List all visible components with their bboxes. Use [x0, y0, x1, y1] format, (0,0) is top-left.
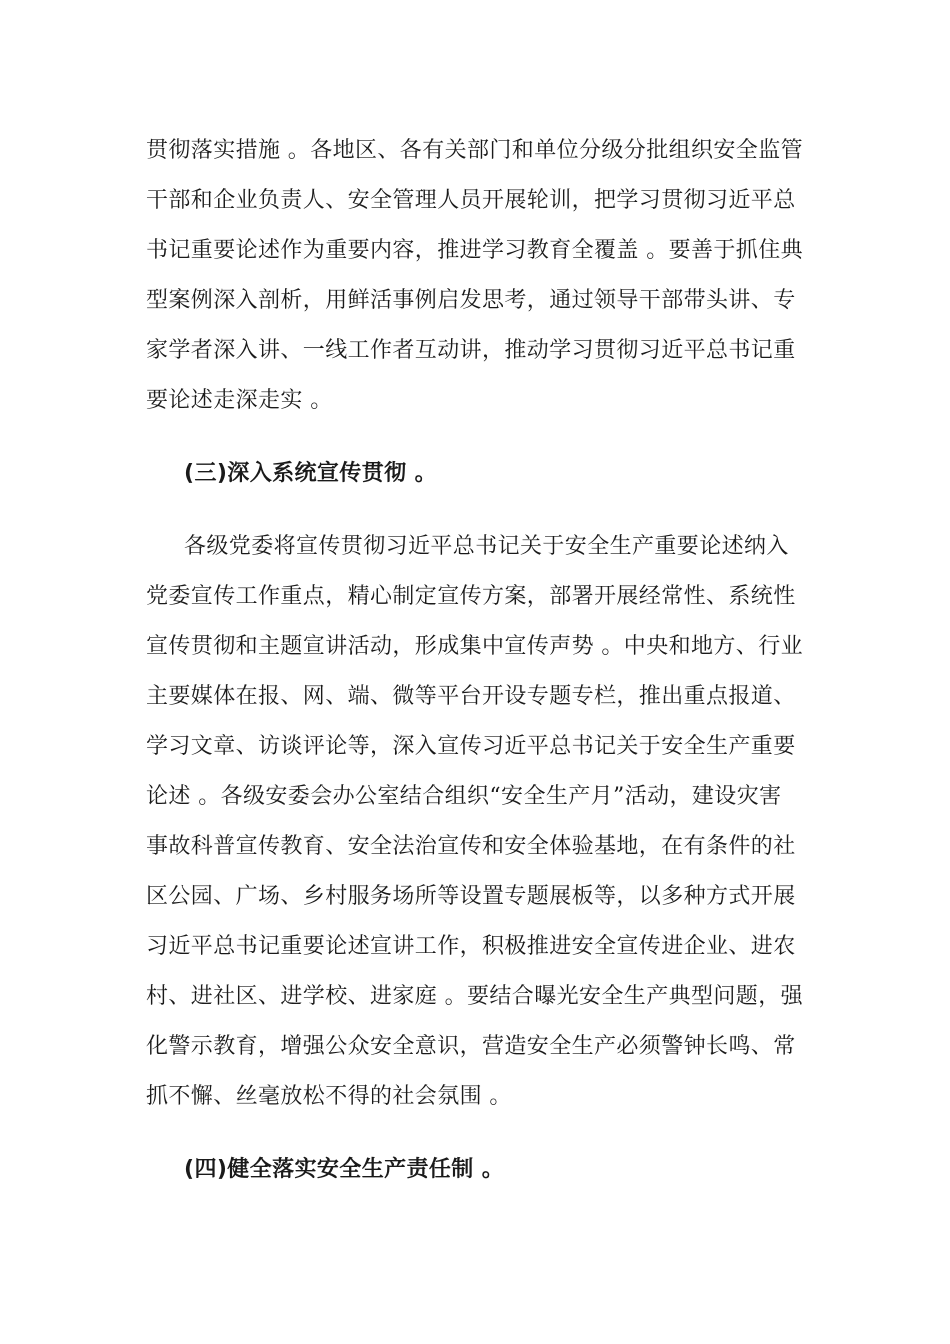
- paragraph-1-line-5: 家学者深入讲、一线工作者互动讲，推动学习贯彻习近平总书记重: [146, 338, 796, 363]
- paragraph-1-line-4: 型案例深入剖析，用鲜活事例启发思考，通过领导干部带头讲、专: [146, 288, 796, 313]
- paragraph-1-line-6: 要论述走深走实 。: [146, 388, 333, 413]
- paragraph-1-line-3: 书记重要论述作为重要内容，推进学习教育全覆盖 。要善于抓住典: [146, 238, 803, 263]
- paragraph-2-line-9: 习近平总书记重要论述宣讲工作，积极推进安全宣传进企业、进农: [146, 934, 796, 959]
- paragraph-2-line-4: 主要媒体在报、网、端、微等平台开设专题专栏，推出重点报道、: [146, 684, 796, 709]
- section-heading-3: (三)深入系统宣传贯彻 。: [184, 461, 437, 486]
- paragraph-2-line-7: 事故科普宣传教育、安全法治宣传和安全体验基地，在有条件的社: [146, 834, 796, 859]
- paragraph-2-line-1: 各级党委将宣传贯彻习近平总书记关于安全生产重要论述纳入: [184, 534, 789, 559]
- paragraph-2-line-11: 化警示教育，增强公众安全意识，营造安全生产必须警钟长鸣、常: [146, 1034, 796, 1059]
- paragraph-2-line-12: 抓不懈、丝毫放松不得的社会氛围 。: [146, 1084, 512, 1109]
- paragraph-2-line-10: 村、进社区、进学校、进家庭 。要结合曝光安全生产典型问题，强: [146, 984, 803, 1009]
- paragraph-2-line-3: 宣传贯彻和主题宣讲活动，形成集中宣传声势 。中央和地方、行业: [146, 634, 803, 659]
- paragraph-2-line-8: 区公园、广场、乡村服务场所等设置专题展板等，以多种方式开展: [146, 884, 796, 909]
- paragraph-1-line-1: 贯彻落实措施 。各地区、各有关部门和单位分级分批组织安全监管: [146, 138, 803, 163]
- paragraph-2-line-2: 党委宣传工作重点，精心制定宣传方案，部署开展经常性、系统性: [146, 584, 796, 609]
- paragraph-2-line-5: 学习文章、访谈评论等，深入宣传习近平总书记关于安全生产重要: [146, 734, 796, 759]
- section-heading-4: (四)健全落实安全生产责任制 。: [184, 1157, 505, 1182]
- paragraph-2-line-6: 论述 。各级安委会办公室结合组织“安全生产月”活动，建设灾害: [146, 784, 782, 809]
- paragraph-1-line-2: 干部和企业负责人、安全管理人员开展轮训，把学习贯彻习近平总: [146, 188, 796, 213]
